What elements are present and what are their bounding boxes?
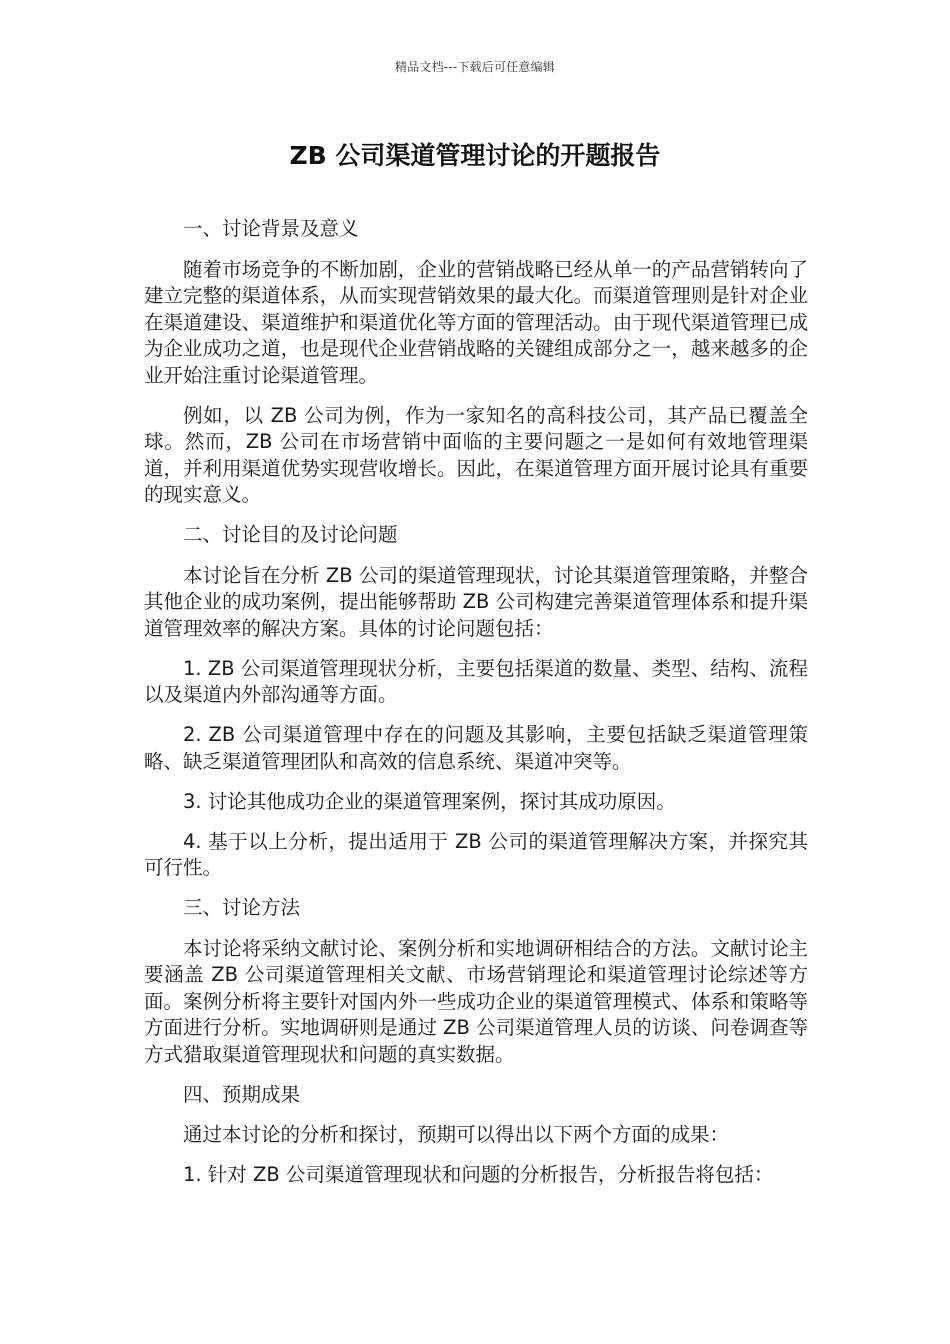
- list-item-result-1: 1. 针对 ZB 公司渠道管理现状和问题的分析报告，分析报告将包括：: [183, 1163, 774, 1186]
- list-item-question-2: 2. ZB 公司渠道管理中存在的问题及其影响，主要包括缺乏渠道管理策略、缺乏渠道管理团队和高效的信息系统、渠道冲突等。: [144, 723, 808, 773]
- list-item-question-3: 3. 讨论其他成功企业的渠道管理案例，探讨其成功原因。: [183, 789, 676, 813]
- section-heading-method: 三、讨论方法: [183, 896, 301, 919]
- paragraph-purpose: 本讨论旨在分析 ZB 公司的渠道管理现状，讨论其渠道管理策略，并整合其他企业的成功案例，提出能够帮助 ZB 公司构建完善渠道管理体系和提升渠道管理效率的解决方案。具体的讨论问题包括：: [144, 563, 808, 640]
- paragraph-background-1: 随着市场竞争的不断加剧，企业的营销战略已经从单一的产品营销转向了建立完整的渠道体系，从而实现营销效果的最大化。而渠道管理则是针对企业在渠道建设、渠道维护和渠道优化等方面的管理活动。由于现代渠道管理已成为企业成功之道，也是现代企业营销战略的关键组成部分之一，越来越多的企业开始注重讨论渠道管理。: [144, 257, 808, 387]
- section-heading-results: 四、预期成果: [183, 1082, 301, 1106]
- section-heading-purpose: 二、讨论目的及讨论问题: [183, 523, 398, 546]
- list-item-question-1: 1. ZB 公司渠道管理现状分析，主要包括渠道的数量、类型、结构、流程以及渠道内外部沟通等方面。: [144, 656, 808, 706]
- document-title: ZB 公司渠道管理讨论的开题报告: [289, 141, 661, 170]
- section-heading-background: 一、讨论背景及意义: [183, 217, 359, 240]
- paragraph-background-2: 例如，以 ZB 公司为例，作为一家知名的高科技公司，其产品已覆盖全球。然而，ZB 公司在市场营销中面临的主要问题之一是如何有效地管理渠道，并利用渠道优势实现营收增长。因此，在渠道管理方面开展讨论具有重要的现实意义。: [144, 403, 808, 506]
- paragraph-method: 本讨论将采纳文献讨论、案例分析和实地调研相结合的方法。文献讨论主要涵盖 ZB 公司渠道管理相关文献、市场营销理论和渠道管理讨论综述等方面。案例分析将主要针对国内外一些成功企业的渠道管理模式、体系和策略等方面进行分析。实地调研则是通过 ZB 公司渠道管理人员的访谈、问卷调查等方式猎取渠道管理现状和问题的真实数据。: [144, 936, 808, 1066]
- list-item-question-4: 4. 基于以上分析，提出适用于 ZB 公司的渠道管理解决方案，并探究其可行性。: [144, 829, 808, 879]
- document-body: [144, 216, 808, 1202]
- header-note: 精品文档---下载后可任意编辑: [395, 60, 555, 74]
- paragraph-results: 通过本讨论的分析和探讨，预期可以得出以下两个方面的成果：: [183, 1123, 730, 1146]
